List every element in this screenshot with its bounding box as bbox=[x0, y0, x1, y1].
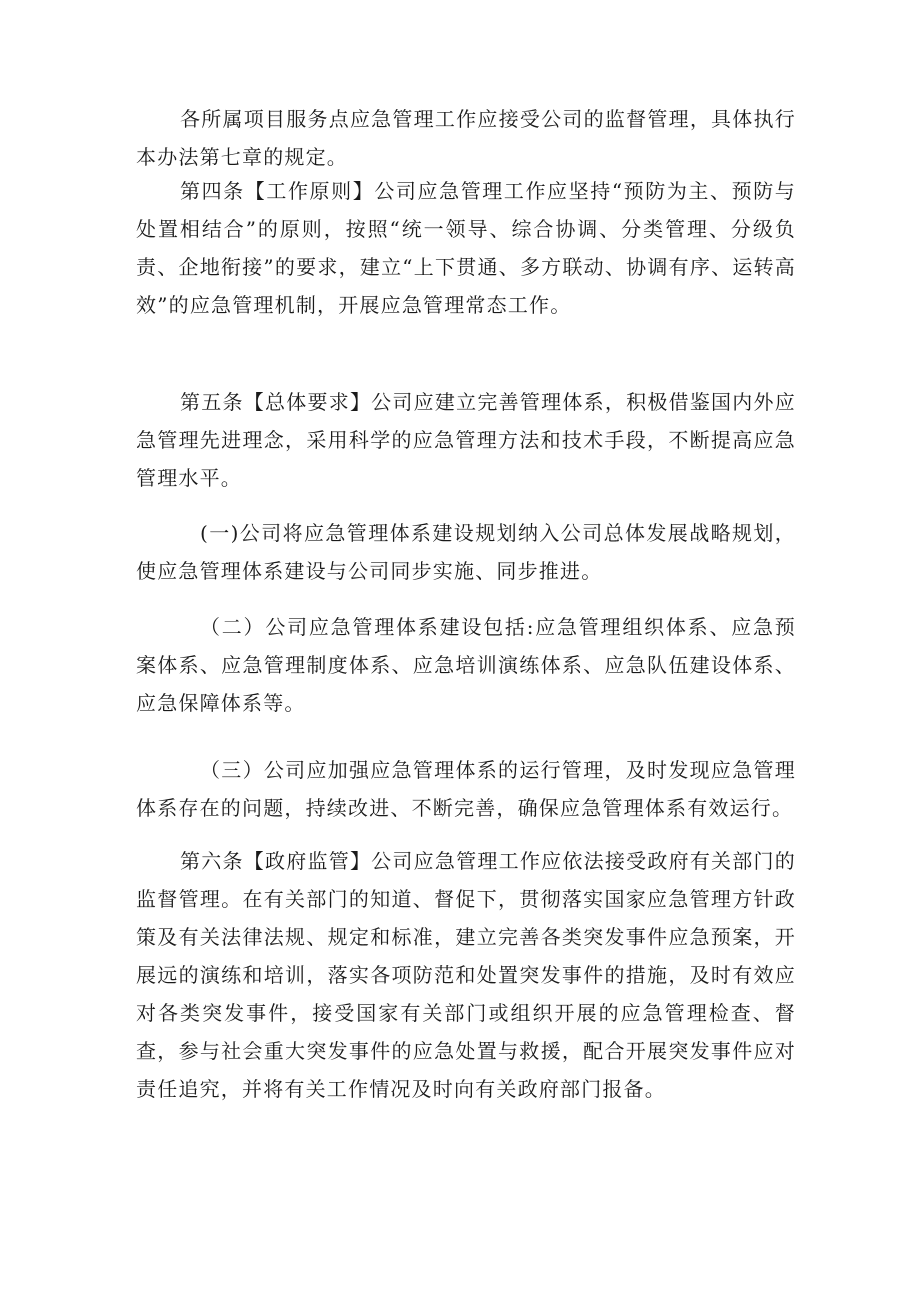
paragraph-article-4: 第四条【工作原则】公司应急管理工作应坚持“预防为主、预防与处置相结合”的原则，按照“统一领导、综合协调、分类管理、分级负责、企地衔接”的要求，建立“上下贯通、多方联动、协调有序、运转高效”的应急管理机制，开展应急管理常态工作。 bbox=[136, 179, 796, 317]
paragraph-article-5: 第五条【总体要求】公司应建立完善管理体系，积极借鉴国内外应急管理先进理念，采用科学的应急管理方法和技术手段，不断提高应急管理水平。 bbox=[136, 390, 796, 490]
paragraph-item-2: （二）公司应急管理体系建设包括:应急管理组织体系、应急预案体系、应急管理制度体系、应急培训演练体系、应急队伍建设体系、应急保障体系等。 bbox=[136, 615, 796, 715]
paragraph-item-1: (一)公司将应急管理体系建设规划纳入公司总体发展战略规划，使应急管理体系建设与公司同步实施、同步推进。 bbox=[136, 521, 796, 583]
paragraph-item-3: （三）公司应加强应急管理体系的运行管理，及时发现应急管理体系存在的问题，持续改进、不断完善，确保应急管理体系有效运行。 bbox=[136, 758, 796, 820]
paragraph-article-6: 第六条【政府监管】公司应急管理工作应依法接受政府有关部门的监督管理。在有关部门的知道、督促下，贯彻落实国家应急管理方针政策及有关法律法规、规定和标准，建立完善各类突发事件应急预案，开展远的演练和培训，落实各项防范和处置突发事件的措施，及时有效应对各类突发事件，接受国家有关部门或组织开展的应急管理检查、督查，参与社会重大突发事件的应急处置与救援，配合开展突发事件应对责任追究，并将有关工作情况及时向有关政府部门报备。 bbox=[136, 849, 796, 1101]
paragraph-intro: 各所属项目服务点应急管理工作应接受公司的监督管理，具体执行本办法第七章的规定。 bbox=[136, 107, 796, 169]
